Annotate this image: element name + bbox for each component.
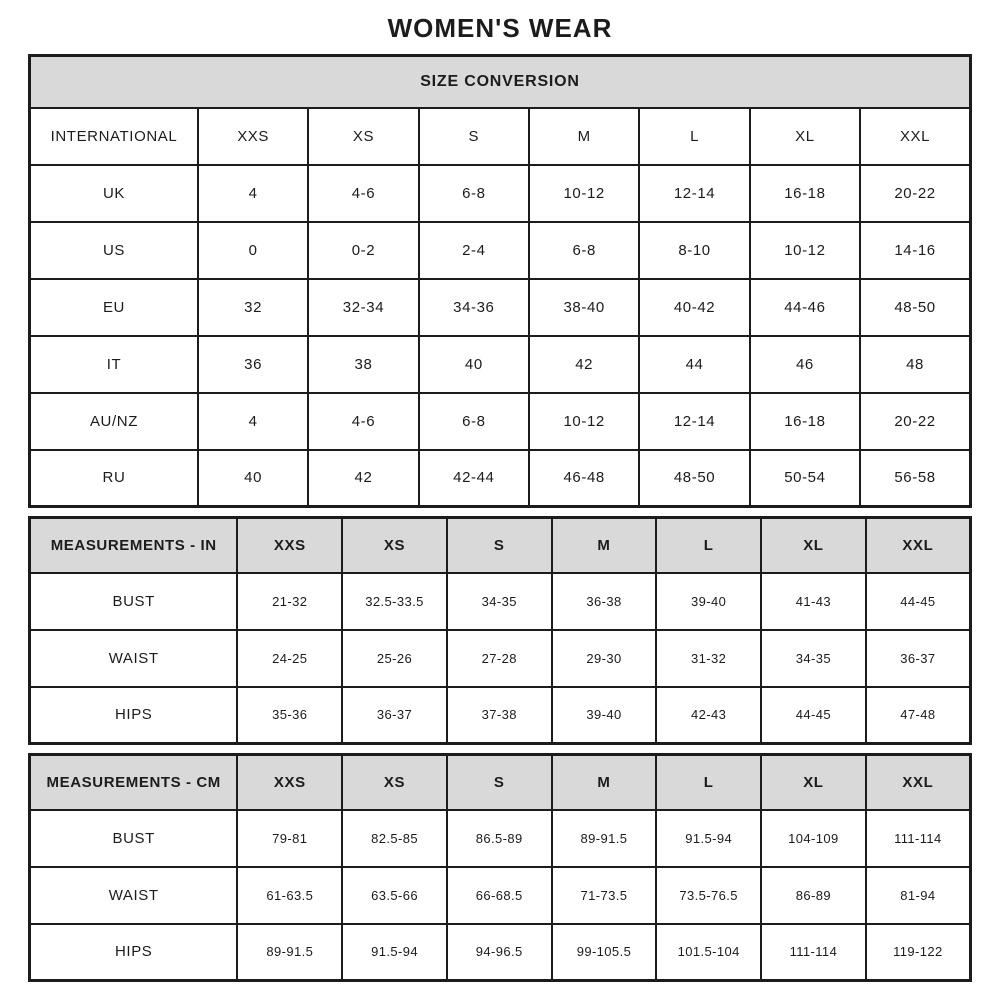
table-cell: 12-14	[639, 393, 749, 450]
table-cell: 89-91.5	[237, 924, 342, 981]
table-cell: 91.5-94	[342, 924, 447, 981]
table-cell: 32.5-33.5	[342, 573, 447, 630]
table-cell: XXS	[198, 108, 308, 165]
table-row	[30, 687, 971, 744]
table-cell: 4	[198, 393, 308, 450]
table-cell: 48-50	[639, 450, 749, 507]
table-cell: 6-8	[419, 393, 529, 450]
table-row	[30, 165, 971, 222]
table-cell: 101.5-104	[656, 924, 761, 981]
table-cell: 10-12	[529, 393, 639, 450]
column-header: S	[447, 755, 552, 810]
table-cell: 14-16	[860, 222, 970, 279]
table-cell: 20-22	[860, 393, 970, 450]
table-cell: XS	[308, 108, 418, 165]
table-row	[30, 573, 971, 630]
table-cell: 44-45	[761, 687, 866, 744]
table-cell: 34-35	[447, 573, 552, 630]
table-row	[30, 222, 971, 279]
table-cell: 32-34	[308, 279, 418, 336]
table-row	[30, 108, 971, 165]
table-cell: 10-12	[529, 165, 639, 222]
table-header-row	[30, 755, 971, 810]
table-cell: 71-73.5	[552, 867, 657, 924]
column-header: XXL	[866, 755, 971, 810]
table-cell: S	[419, 108, 529, 165]
row-label: IT	[30, 336, 198, 393]
table-cell: 4-6	[308, 393, 418, 450]
table-cell: 2-4	[419, 222, 529, 279]
table-cell: 39-40	[552, 687, 657, 744]
table-row	[30, 336, 971, 393]
table-cell: 37-38	[447, 687, 552, 744]
table-cell: 48-50	[860, 279, 970, 336]
table-cell: 44-46	[750, 279, 860, 336]
table-cell: 25-26	[342, 630, 447, 687]
column-header: XXS	[237, 518, 342, 573]
table-row	[30, 924, 971, 981]
table-cell: 10-12	[750, 222, 860, 279]
table-cell: 63.5-66	[342, 867, 447, 924]
table-cell: 36-37	[342, 687, 447, 744]
column-header: XXL	[866, 518, 971, 573]
table-cell: 27-28	[447, 630, 552, 687]
table-cell: 111-114	[761, 924, 866, 981]
table-cell: 86.5-89	[447, 810, 552, 867]
row-label: BUST	[30, 573, 238, 630]
table-cell: 35-36	[237, 687, 342, 744]
column-header: XL	[761, 755, 866, 810]
table-cell: 41-43	[761, 573, 866, 630]
table-cell: 73.5-76.5	[656, 867, 761, 924]
table-cell: 44	[639, 336, 749, 393]
column-header: XXS	[237, 755, 342, 810]
column-header: XL	[761, 518, 866, 573]
column-header: XS	[342, 755, 447, 810]
column-header: S	[447, 518, 552, 573]
table-cell: 36-37	[866, 630, 971, 687]
row-label: AU/NZ	[30, 393, 198, 450]
row-label: US	[30, 222, 198, 279]
table-cell: 40	[198, 450, 308, 507]
row-label: WAIST	[30, 630, 238, 687]
table-cell: 86-89	[761, 867, 866, 924]
table-cell: XXL	[860, 108, 970, 165]
table-cell: 24-25	[237, 630, 342, 687]
size-conversion-table	[28, 54, 972, 508]
column-header: L	[656, 755, 761, 810]
table-cell: 38-40	[529, 279, 639, 336]
table-cell: 40	[419, 336, 529, 393]
row-label: RU	[30, 450, 198, 507]
table-cell: 12-14	[639, 165, 749, 222]
table-cell: 48	[860, 336, 970, 393]
table-header-row	[30, 518, 971, 573]
table-cell: 99-105.5	[552, 924, 657, 981]
table-cell: 8-10	[639, 222, 749, 279]
table-cell: 42	[308, 450, 418, 507]
row-label: HIPS	[30, 924, 238, 981]
table-cell: 56-58	[860, 450, 970, 507]
table-cell: 42-43	[656, 687, 761, 744]
table-cell: XL	[750, 108, 860, 165]
table-cell: M	[529, 108, 639, 165]
table-cell: 91.5-94	[656, 810, 761, 867]
measurements-in-table	[28, 516, 972, 745]
row-label: EU	[30, 279, 198, 336]
table-cell: 61-63.5	[237, 867, 342, 924]
row-label: HIPS	[30, 687, 238, 744]
table-cell: 44-45	[866, 573, 971, 630]
table-cell: 20-22	[860, 165, 970, 222]
table-cell: 81-94	[866, 867, 971, 924]
table-title: MEASUREMENTS - IN	[30, 518, 238, 573]
table-cell: 4-6	[308, 165, 418, 222]
column-header: M	[552, 518, 657, 573]
table-cell: 16-18	[750, 393, 860, 450]
table-cell: 4	[198, 165, 308, 222]
table-row	[30, 279, 971, 336]
row-label: BUST	[30, 810, 238, 867]
table-cell: 119-122	[866, 924, 971, 981]
table-cell: 66-68.5	[447, 867, 552, 924]
table-cell: 46-48	[529, 450, 639, 507]
table-cell: 32	[198, 279, 308, 336]
table-row	[30, 810, 971, 867]
table-cell: 89-91.5	[552, 810, 657, 867]
table-cell: 6-8	[529, 222, 639, 279]
table-cell: 0	[198, 222, 308, 279]
table-row	[30, 393, 971, 450]
table-cell: 82.5-85	[342, 810, 447, 867]
table-cell: 47-48	[866, 687, 971, 744]
table-cell: 42-44	[419, 450, 529, 507]
table-cell: 39-40	[656, 573, 761, 630]
table-cell: 0-2	[308, 222, 418, 279]
table-cell: 40-42	[639, 279, 749, 336]
table-cell: 50-54	[750, 450, 860, 507]
column-header: M	[552, 755, 657, 810]
column-header: XS	[342, 518, 447, 573]
table-cell: 34-36	[419, 279, 529, 336]
table-cell: 34-35	[761, 630, 866, 687]
table-row	[30, 630, 971, 687]
table-cell: 38	[308, 336, 418, 393]
table-cell: 36-38	[552, 573, 657, 630]
page-title: WOMEN'S WEAR	[387, 13, 613, 43]
row-label: WAIST	[30, 867, 238, 924]
table-cell: 6-8	[419, 165, 529, 222]
table-cell: 31-32	[656, 630, 761, 687]
table-cell: 36	[198, 336, 308, 393]
measurements-cm-table	[28, 753, 972, 982]
table-cell: 46	[750, 336, 860, 393]
table-cell: 94-96.5	[447, 924, 552, 981]
row-label: UK	[30, 165, 198, 222]
table-title: MEASUREMENTS - CM	[30, 755, 238, 810]
table-cell: 29-30	[552, 630, 657, 687]
table-cell: L	[639, 108, 749, 165]
table-cell: 21-32	[237, 573, 342, 630]
table-title: SIZE CONVERSION	[30, 56, 971, 108]
table-cell: 111-114	[866, 810, 971, 867]
column-header: L	[656, 518, 761, 573]
table-cell: 16-18	[750, 165, 860, 222]
table-cell: 79-81	[237, 810, 342, 867]
table-cell: 42	[529, 336, 639, 393]
table-row	[30, 867, 971, 924]
table-row	[30, 450, 971, 507]
table-cell: 104-109	[761, 810, 866, 867]
table-title-row	[30, 56, 971, 108]
row-label: INTERNATIONAL	[30, 108, 198, 165]
